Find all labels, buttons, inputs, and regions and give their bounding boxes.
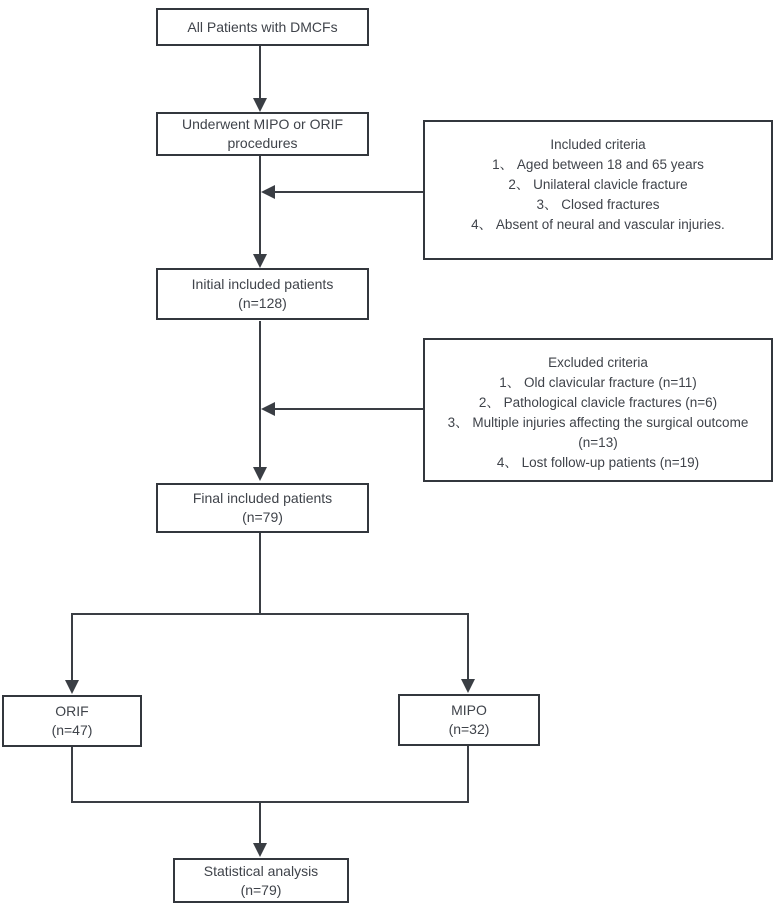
box-initial-count: (n=128) xyxy=(238,295,287,311)
box-orif xyxy=(2,695,142,747)
arrow-excluded-criteria xyxy=(261,402,423,416)
box-final-count: (n=79) xyxy=(242,509,283,525)
arrow-allpatients-to-underwent xyxy=(253,46,267,112)
included-criteria-item-2: 2、 Unilateral clavicle fracture xyxy=(508,177,688,192)
box-initial-line1: Initial included patients xyxy=(191,276,334,292)
box-included-criteria xyxy=(423,120,773,260)
arrow-underwent-to-initial xyxy=(253,156,267,268)
box-statistical-count: (n=79) xyxy=(240,881,282,898)
box-statistical-analysis xyxy=(173,858,349,903)
box-orif-count: (n=47) xyxy=(51,722,93,738)
box-final-line1: Final included patients xyxy=(192,490,333,506)
box-excluded-criteria xyxy=(423,338,773,482)
box-final-included xyxy=(156,483,369,533)
box-all-patients xyxy=(156,8,369,46)
arrow-included-criteria xyxy=(261,185,423,199)
box-orif-label: ORIF xyxy=(55,703,89,719)
box-mipo-label: MIPO xyxy=(451,702,487,718)
excluded-criteria-item-4: 4、 Lost follow-up patients (n=19) xyxy=(496,455,700,470)
box-initial-included xyxy=(156,268,369,320)
included-criteria-item-1: 1、 Aged between 18 and 65 years xyxy=(492,157,704,172)
included-criteria-item-3: 3、 Closed fractures xyxy=(536,197,660,212)
excluded-criteria-title: Excluded criteria xyxy=(548,355,648,370)
arrow-initial-to-final xyxy=(253,321,267,481)
excluded-criteria-item-3-count: (n=13) xyxy=(578,435,618,450)
box-underwent-procedures xyxy=(156,112,369,156)
box-underwent-line2: procedures xyxy=(227,135,298,151)
split-final-to-orif-mipo xyxy=(65,533,475,694)
excluded-criteria-item-2: 2、 Pathological clavicle fractures (n=6) xyxy=(478,395,718,410)
box-all-patients-label: All Patients with DMCFs xyxy=(187,18,338,35)
box-underwent-line1: Underwent MIPO or ORIF xyxy=(181,116,344,132)
box-statistical-label: Statistical analysis xyxy=(203,862,319,879)
excluded-criteria-item-3: 3、 Multiple injuries affecting the surgical outcome xyxy=(447,415,749,430)
box-mipo xyxy=(398,694,540,746)
box-mipo-count: (n=32) xyxy=(448,721,490,737)
excluded-criteria-item-1: 1、 Old clavicular fracture (n=11) xyxy=(499,375,697,390)
merge-orif-mipo-to-statistical xyxy=(71,746,469,857)
included-criteria-item-4: 4、 Absent of neural and vascular injuries. xyxy=(471,217,725,232)
included-criteria-title: Included criteria xyxy=(550,137,646,152)
